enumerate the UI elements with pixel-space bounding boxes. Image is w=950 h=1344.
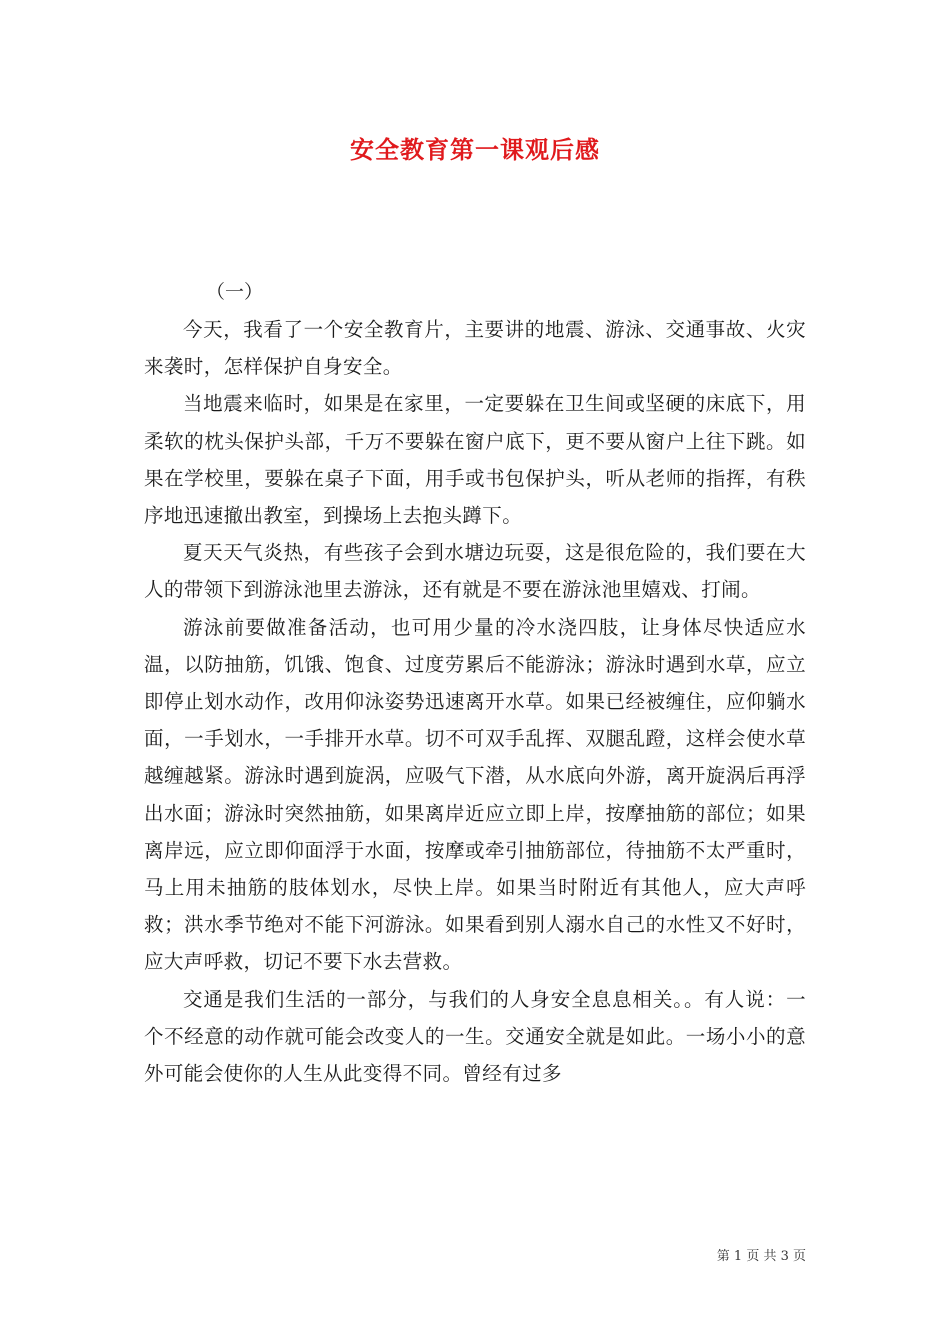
paragraph-traffic: 交通是我们生活的一部分，与我们的人身安全息息相关。。有人说：一个不经意的动作就可能会改变人的一生。交通安全就是如此。一场小小的意外可能会使你的人生从此变得不同。曾经有过多 xyxy=(144,987,806,1086)
paragraph-earthquake: 当地震来临时，如果是在家里，一定要躲在卫生间或坚硬的床底下，用柔软的枕头保护头部，千万不要躲在窗户底下，更不要从窗户上往下跳。如果在学校里，要躲在桌子下面，用手或书包保护头，听从老师的指挥，有秩序地迅速撤出教室，到操场上去抱头蹲下。 xyxy=(144,392,806,528)
document-body xyxy=(144,274,806,1092)
page-title: 安全教育第一课观后感 xyxy=(350,135,600,164)
paragraph-summer: 夏天天气炎热，有些孩子会到水塘边玩耍，这是很危险的，我们要在大人的带领下到游泳池里去游泳，还有就是不要在游泳池里嬉戏、打闹。 xyxy=(144,541,806,602)
paragraph-swimming: 游泳前要做准备活动，也可用少量的冷水浇四肢，让身体尽快适应水温，以防抽筋，饥饿、饱食、过度劳累后不能游泳；游泳时遇到水草，应立即停止划水动作，改用仰泳姿势迅速离开水草。如果已经被缠住，应仰躺水面，一手划水，一手排开水草。切不可双手乱挥、双腿乱蹬，这样会使水草越缠越紧。游泳时遇到旋涡，应吸气下潜，从水底向外游，离开旋涡后再浮出水面；游泳时突然抽筋，如果离岸近应立即上岸，按摩抽筋的部位；如果离岸远，应立即仰面浮于水面，按摩或牵引抽筋部位，待抽筋不太严重时，马上用未抽筋的肢体划水，尽快上岸。如果当时附近有其他人，应大声呼救；洪水季节绝对不能下河游泳。如果看到别人溺水自己的水性又不好时，应大声呼救，切记不要下水去营救。 xyxy=(144,615,806,974)
paragraph-intro: 今天，我看了一个安全教育片，主要讲的地震、游泳、交通事故、火灾来袭时，怎样保护自身安全。 xyxy=(144,318,806,379)
section-label: （一） xyxy=(206,281,264,303)
page-number-footer: 第 1 页 共 3 页 xyxy=(716,1249,806,1264)
